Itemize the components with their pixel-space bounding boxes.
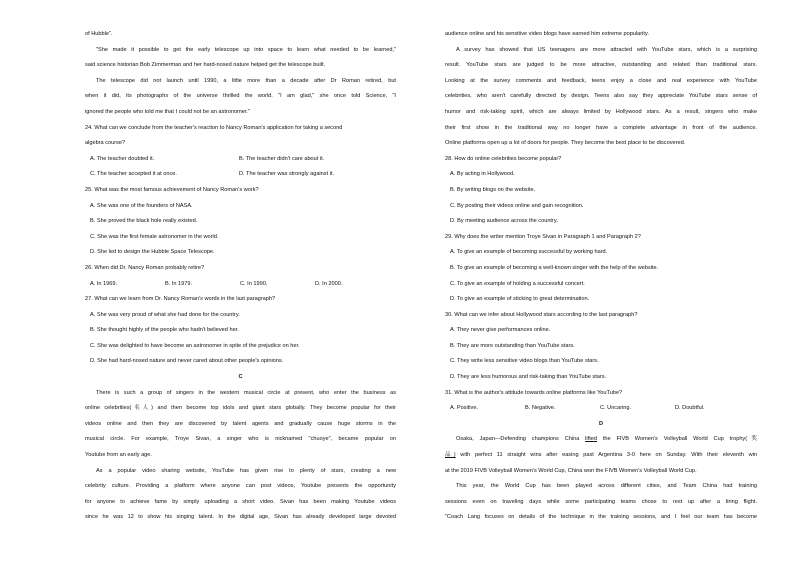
paragraph-line: at the 2019 FIVB Volleyball Women's World Cup, China won the FIVB Women's Volleyball World Cup. — [445, 467, 697, 474]
option-a[interactable]: A. By acting in Hollywood. — [450, 171, 515, 178]
paragraph-line: for anyone to achieve fame by simply uploading a short video. Sivan has been making Youtube videos — [85, 498, 396, 505]
option-b[interactable]: B. The teacher didn't care about it. — [239, 155, 325, 162]
question-26-stem: 26. When did Dr. Nancy Roman probably retire? — [85, 264, 205, 271]
paragraph-line: when it did, its photographs of the universe thrilled the world. "I am glad," she once told Science, "I — [85, 93, 396, 100]
paragraph-line: celebrity culture. Providing a platform where anyone can post videos, Youtube presents the opportunity — [85, 483, 396, 490]
right-column — [445, 27, 757, 526]
option-d[interactable]: D. They are less humorous and risk-taking than YouTube stars. — [450, 374, 607, 381]
paragraph-line: "Coach Lang focuses on details of the technique in the training sessions, and I feel our team has become — [445, 514, 757, 521]
paragraph-line: Youtube from an early age. — [85, 452, 152, 459]
paragraph-line: audience online and his sensitive video blogs have earned him extreme popularity. — [445, 31, 649, 37]
passage-b-ending: of Hubble". — [85, 31, 113, 37]
underlined-word: lifted — [585, 436, 597, 443]
option-d[interactable]: D. To give an example of sticking to great determination. — [450, 296, 590, 303]
section-d-heading: D — [598, 420, 604, 427]
option-c[interactable]: C. By posting their videos online and gain recognition. — [450, 202, 584, 209]
question-24-stem: 24. What can we conclude from the teacher's reaction to Nancy Roman's application for taking a second — [85, 124, 343, 131]
option-b[interactable]: B. She proved the black hole really existed. — [90, 218, 198, 225]
paragraph-line: Looking at the survey comments and feedback, teens enjoy a close and real experience with YouTube — [445, 77, 757, 84]
option-a[interactable]: A. In 1969. — [90, 280, 118, 287]
option-b[interactable]: B. In 1979. — [165, 280, 193, 287]
option-a[interactable]: A. Positive. — [450, 405, 478, 412]
option-a[interactable]: A. They never give performances online. — [450, 327, 551, 334]
option-a[interactable]: A. The teacher doubted it. — [90, 155, 155, 162]
text-run: with perfect 11 straight wins after easing past Argentina 3-0 here on Sunday. With their eleventh win — [455, 452, 757, 459]
option-d[interactable]: D. She had hard-nosed nature and never cared about other people's opinions. — [90, 358, 284, 365]
paragraph-line: since he was 12 to show his singing talent. In the digital age, Sivan has already developed large devoted — [85, 514, 396, 521]
paragraph-line: As a popular video sharing website, YouTube has given rise to plenty of stars, creating a new — [96, 467, 396, 474]
question-27-stem: 27. What can we learn from Dr. Nancy Roman's words in the last paragraph? — [85, 296, 276, 303]
question-28-stem: 28. How do online celebrities become popular? — [445, 155, 562, 162]
paragraph-line: online celebrities(名人) and then become top idols and giant stars globally. They become popular for their — [85, 405, 396, 412]
option-c[interactable]: C. They write less sensitive video blogs than YouTube stars. — [450, 358, 599, 365]
option-a[interactable]: A. She was very proud of what she had done for the country. — [90, 311, 240, 318]
question-24-options-row — [85, 167, 396, 183]
paragraph-line: result. YouTube stars are judged to be more attractive, outstanding and related than traditional stars. — [445, 62, 757, 69]
paragraph-line: The telescope did not launch until 1990, a little more than a decade after Dr Roman retired, but — [96, 77, 396, 84]
paragraph-line: Online platforms open up a lot of doors for people. They become the best place to be discovered. — [445, 140, 686, 147]
option-c[interactable]: C. The teacher accepted it at once. — [90, 171, 177, 178]
question-24-options-row — [85, 152, 396, 168]
option-c[interactable]: C. Uncaring. — [600, 405, 632, 412]
option-a[interactable]: A. She was one of the founders of NASA. — [90, 202, 193, 209]
question-25-stem: 25. What was the most famous achievement of Nancy Roman's work? — [85, 186, 259, 193]
paragraph-line: sessions even on traveling days while some participating teams chose to rest up after a tiring flight. — [445, 498, 757, 505]
option-b[interactable]: B. By writing blogs on the website. — [450, 186, 536, 193]
paragraph-line: humor and risk-taking spirit, which are always limited by Hollywood stars. As a result, singers who make — [445, 108, 757, 115]
option-b[interactable]: B. They are more outstanding than YouTube stars. — [450, 342, 575, 349]
question-29-stem: 29. Why does the writer mention Troye Sivan in Paragraph 1 and Paragraph 2? — [445, 233, 641, 240]
paragraph-line — [445, 432, 757, 448]
paragraph-line: their first show in the traditional way no longer have a complete advantage in front of the audience. — [445, 124, 757, 131]
paragraph-line: ignored the people who told me that I could not be an astronomer." — [85, 108, 250, 115]
option-d[interactable]: D. By meeting audience across the country. — [450, 218, 558, 225]
question-31-stem: 31. What is the author's attitude towards online platforms like YouTube? — [445, 389, 623, 396]
option-b[interactable]: B. She thought highly of the people who hadn't believed her. — [90, 327, 239, 334]
paragraph-line: celebrities, who aren't carefully directed by design. Teens also say they appreciate YouTube stars sense of — [445, 93, 757, 100]
question-30-stem: 30. What can we infer about Hollywood stars according to the last paragraph? — [445, 311, 638, 318]
option-c[interactable]: C. To give an example of holding a successful concert. — [450, 280, 585, 287]
option-b[interactable]: B. To give an example of becoming a well-known singer with the help of the website. — [450, 264, 659, 271]
option-d[interactable]: D. Doubtful. — [675, 405, 705, 412]
option-d[interactable]: D. She led to design the Hubble Space Telescope. — [90, 249, 215, 256]
question-31-options-row — [445, 401, 757, 417]
option-a[interactable]: A. To give an example of becoming successful by working hard. — [450, 249, 608, 256]
paragraph-line — [445, 448, 757, 464]
option-c[interactable]: C. She was the first female astronomer in the world. — [90, 233, 219, 240]
section-c-heading: C — [238, 374, 243, 381]
paragraph-line: videos online and then they are discovered by talent agents and gradually cause huge storms in the — [85, 420, 396, 427]
paragraph-line: This year, the World Cup has been played across different cities, and Team China had training — [456, 483, 757, 490]
paragraph-line: A survey has showed that US teenagers are more attracted with YouTube stars, which is a surprising — [456, 46, 757, 53]
option-d[interactable]: D. In 2000. — [315, 280, 343, 287]
paragraph-line: musical circle. For example, Troye Sivan, a singer who is nicknamed "chuoye", became popular on — [85, 436, 396, 443]
question-26-options-row — [85, 277, 396, 293]
paragraph-line: "She made it possible to get the early telescope up into space to learn what needed to be learned," — [96, 46, 396, 53]
paragraph-line: said science historian Bob Zimmerman and her hard-nosed nature helped get the telescope built. — [85, 62, 326, 69]
question-24-stem: algebra course? — [85, 140, 126, 147]
paragraph-line: There is such a group of singers in the western musical circle at present, who enter the business as — [96, 389, 396, 396]
option-b[interactable]: B. Negative. — [525, 405, 556, 412]
left-column — [85, 27, 396, 526]
underlined-word: 品) — [445, 452, 456, 459]
text-run: the FIVB Women's Volleyball World Cup trophy(奖 — [597, 436, 757, 443]
option-c[interactable]: C. In 1990. — [240, 280, 268, 287]
option-c[interactable]: C. She was delighted to have become an astronomer in spite of the prejudice on her. — [90, 342, 300, 349]
option-d[interactable]: D. The teacher was strongly against it. — [239, 171, 335, 178]
text-run: Osaka, Japan—Defending champions China — [456, 436, 586, 443]
